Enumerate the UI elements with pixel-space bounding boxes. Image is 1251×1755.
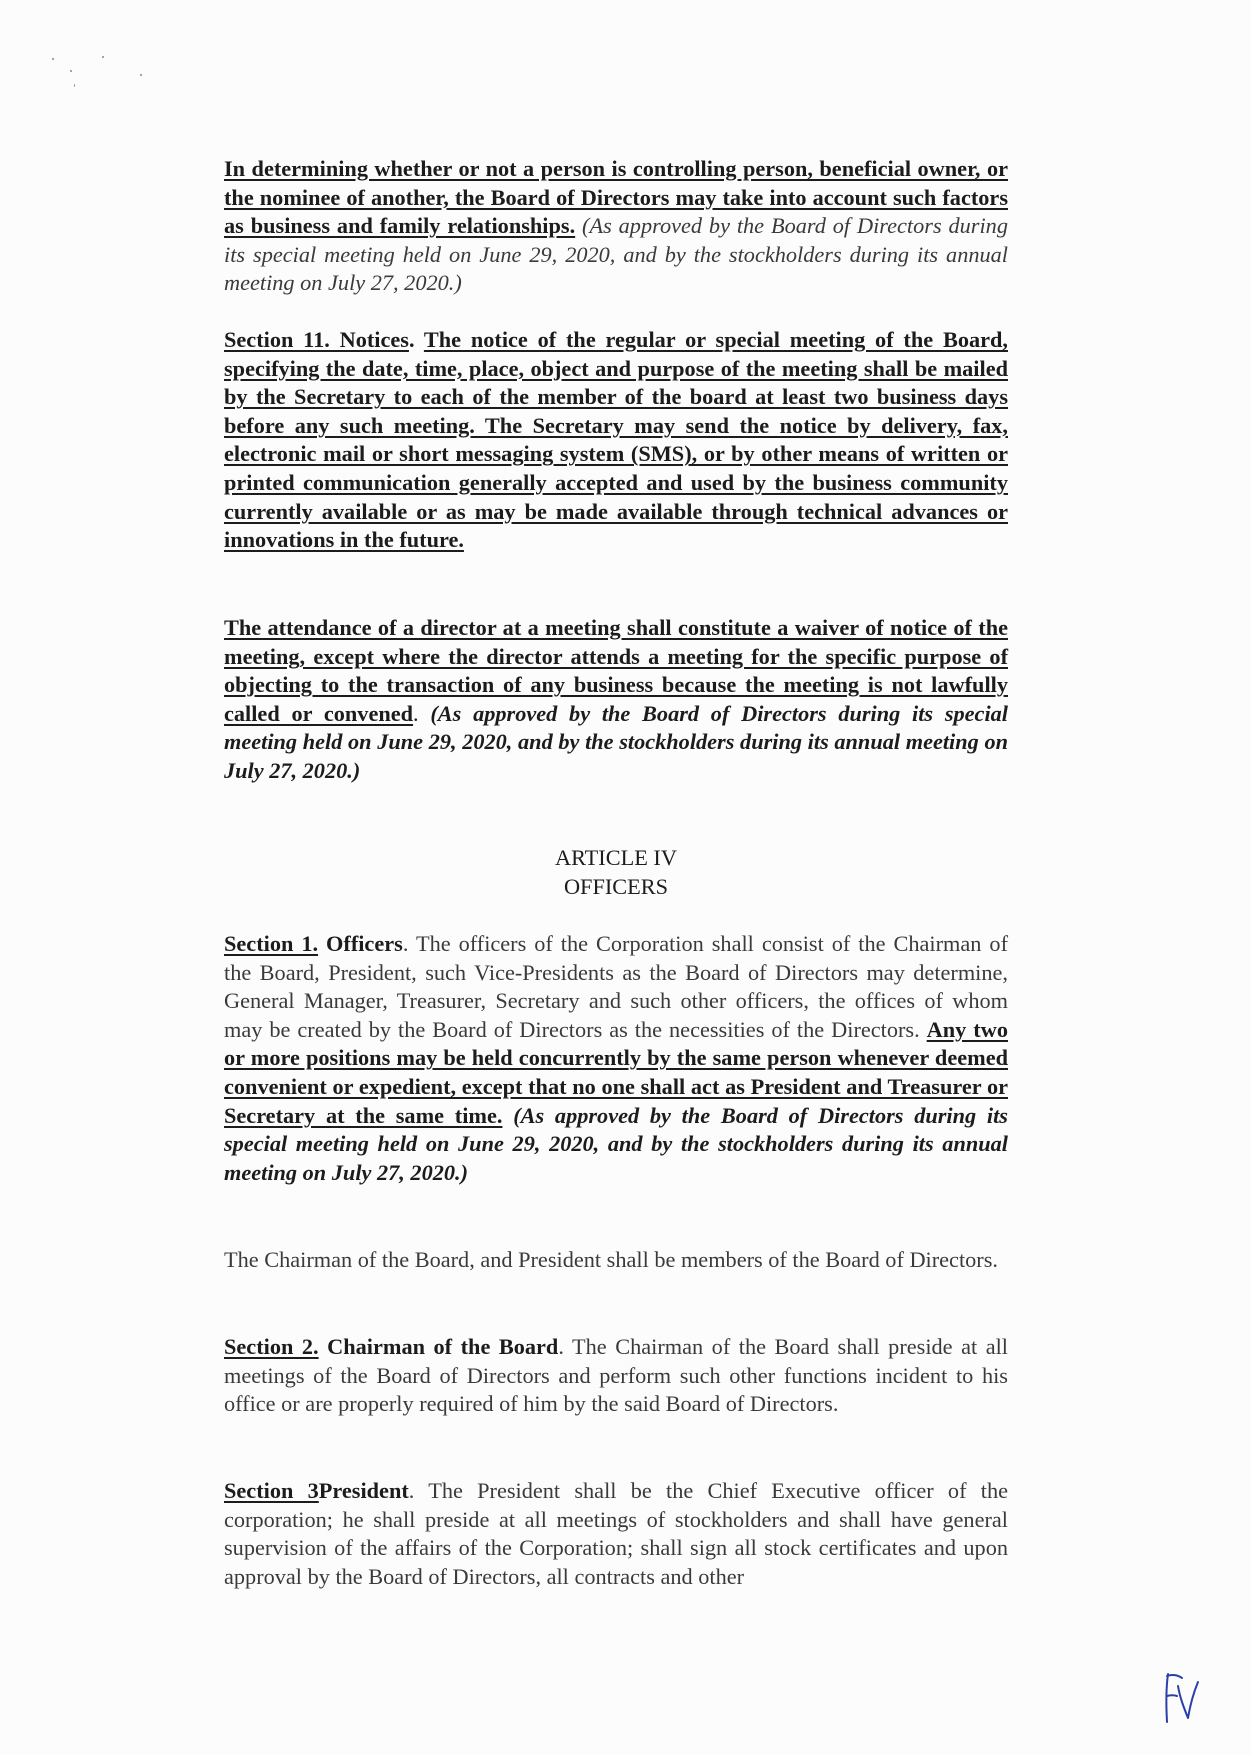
scan-specks xyxy=(30,50,170,130)
approval-note: (As approved by the Board of Directors during its special meeting held on June 29, 2020, and by the stockholders during its annual meeting on July 27, 2020.) xyxy=(224,700,1008,783)
article-heading xyxy=(224,844,1008,902)
approval-note: (As approved by the Board of Directors during its special meeting held on June 29, 2020, and by the stockholders during its annual meeting on July 27, 2020.) xyxy=(224,1102,1008,1185)
section-3-label: Section 3 xyxy=(224,1478,319,1503)
section-3-title: President xyxy=(318,1478,409,1503)
section-11-label: Section 11. Notices xyxy=(224,327,409,352)
section-3-president xyxy=(224,1477,1008,1622)
section-1-label: Section 1. xyxy=(224,931,319,956)
article-title: OFFICERS xyxy=(563,873,669,899)
chairman-members-paragraph xyxy=(224,1246,1008,1306)
top-paragraph xyxy=(224,155,1008,329)
section-1-officers xyxy=(224,930,1008,1218)
section-11-body: The notice of the regular or special meeting of the Board, specifying the date, time, place, object and purpose of the meeting shall be mailed by the Secretary to each of the member of the board at least two business days before any such meeting. The Secretary may send the notice by delivery, fax, electronic mail or short messaging system (SMS), or by other means of written or printed communication generally accepted and used by the business community currently available or as may be made available through technical advances or innovations in the future. xyxy=(224,327,1008,553)
section-11-label-tail: . xyxy=(408,327,424,352)
section-2-label: Section 2. xyxy=(224,1334,319,1359)
section-3-body: . The President shall be the Chief Executive officer of the corporation; he shall preside at all meetings of stockholders and shall have general supervision of the affairs of the Corporation; shall sign all stock certificates and upon approval by the Board of Directors, all contracts and other xyxy=(224,1478,1008,1589)
section-11-notices xyxy=(224,326,1008,586)
section-2-body: . The Chairman of the Board shall preside at all meetings of the Board of Directors and perform such other functions incident to his office or are properly required of him by the said Board of Directors. xyxy=(224,1334,1008,1417)
section-2-title: Chairman of the Board xyxy=(327,1334,559,1359)
attendance-tail: . xyxy=(413,700,431,726)
article-number: ARTICLE IV xyxy=(555,845,677,870)
section-1-title: Officers xyxy=(326,931,403,956)
chairman-members-text: The Chairman of the Board, and President shall be members of the Board of Directors. xyxy=(224,1247,998,1272)
section-1-body: . The officers of the Corporation shall consist of the Chairman of the Board, President, such Vice-Presidents as the Board of Directors may determine, General Manager, Treasurer, Secretary and such other officers, the offices of whom may be created by the Board of Directors as the necessities of the Directors. xyxy=(224,931,1008,1042)
initials-signature xyxy=(1158,1668,1202,1726)
section-2-chairman xyxy=(224,1333,1008,1450)
attendance-paragraph xyxy=(224,614,1008,817)
section-1-underlined: Any two or more positions may be held concurrently by the same person whenever deemed convenient or expedient, except that no one shall act as President and Treasurer or Secretary at the same time. xyxy=(224,1016,1008,1128)
top-paragraph-underlined: In determining whether or not a person is controlling person, beneficial owner, or the nominee of another, the Board of Directors may take into account such factors as business and family relationships. xyxy=(224,156,1008,239)
attendance-body: The attendance of a director at a meeting shall constitute a waiver of notice of the meeting, except where the director attends a meeting for the specific purpose of objecting to the transaction of any business because the meeting is not lawfully called or convened xyxy=(224,615,1008,726)
approval-note: (As approved by the Board of Directors during its special meeting held on June 29, 2020, and by the stockholders during its annual meeting on July 27, 2020.) xyxy=(224,213,1008,296)
